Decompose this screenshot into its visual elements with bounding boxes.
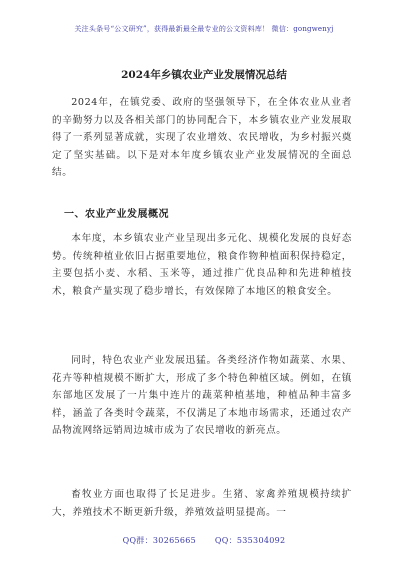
document-title: 2024年乡镇农业产业发展情况总结 [121,69,287,81]
intro-paragraph: 2024年，在镇党委、政府的坚强领导下，在全体农业从业者的辛勤努力以及各相关部门的协同配合下，本乡镇农业产业发展取得了一系列显著成就，实现了农业增效、农民增收，为乡村振兴奠定了坚实基础。以下是对本年度乡镇农业产业发展情况的全面总结。 [52,97,352,178]
paragraph-overview: 本年度，本乡镇农业产业呈现出多元化、规模化发展的良好态势。传统种植业依旧占据重要地位，粮食作物种植面积保持稳定，主要包括小麦、水稻、玉米等，通过推广优良品种和先进种植技术，粮食产量实现了稳步增长，有效保障了本地区的粮食安全。 [52,233,352,297]
paragraph-specialty: 同时，特色农业产业发展迅猛。各类经济作物如蔬菜、水果、花卉等种植规模不断扩大，形成了多个特色种植区域。例如，在镇东部地区发展了一片集中连片的蔬菜种植基地，种植品种丰富多样，涵盖了各类时令蔬菜，不仅满足了本地市场需求，还通过农产品物流网络远销周边城市成为了农民增收的新亮点。 [52,355,352,436]
footer-contacts [0,535,408,546]
qq-number: QQ：535304092 [214,536,286,545]
paragraph-livestock: 畜牧业方面也取得了长足进步。生猪、家禽养殖规模持续扩大，养殖技术不断更新升级，养殖效益明显提高。一 [52,489,352,518]
section-heading-overview: 一、农业产业发展概况 [64,209,169,220]
header-banner: 关注头条号“公文研究”，获得最新最全最专业的公文资料库！ 微信：gongwenyj [74,25,334,33]
qq-group: QQ群：30265665 [122,536,197,545]
